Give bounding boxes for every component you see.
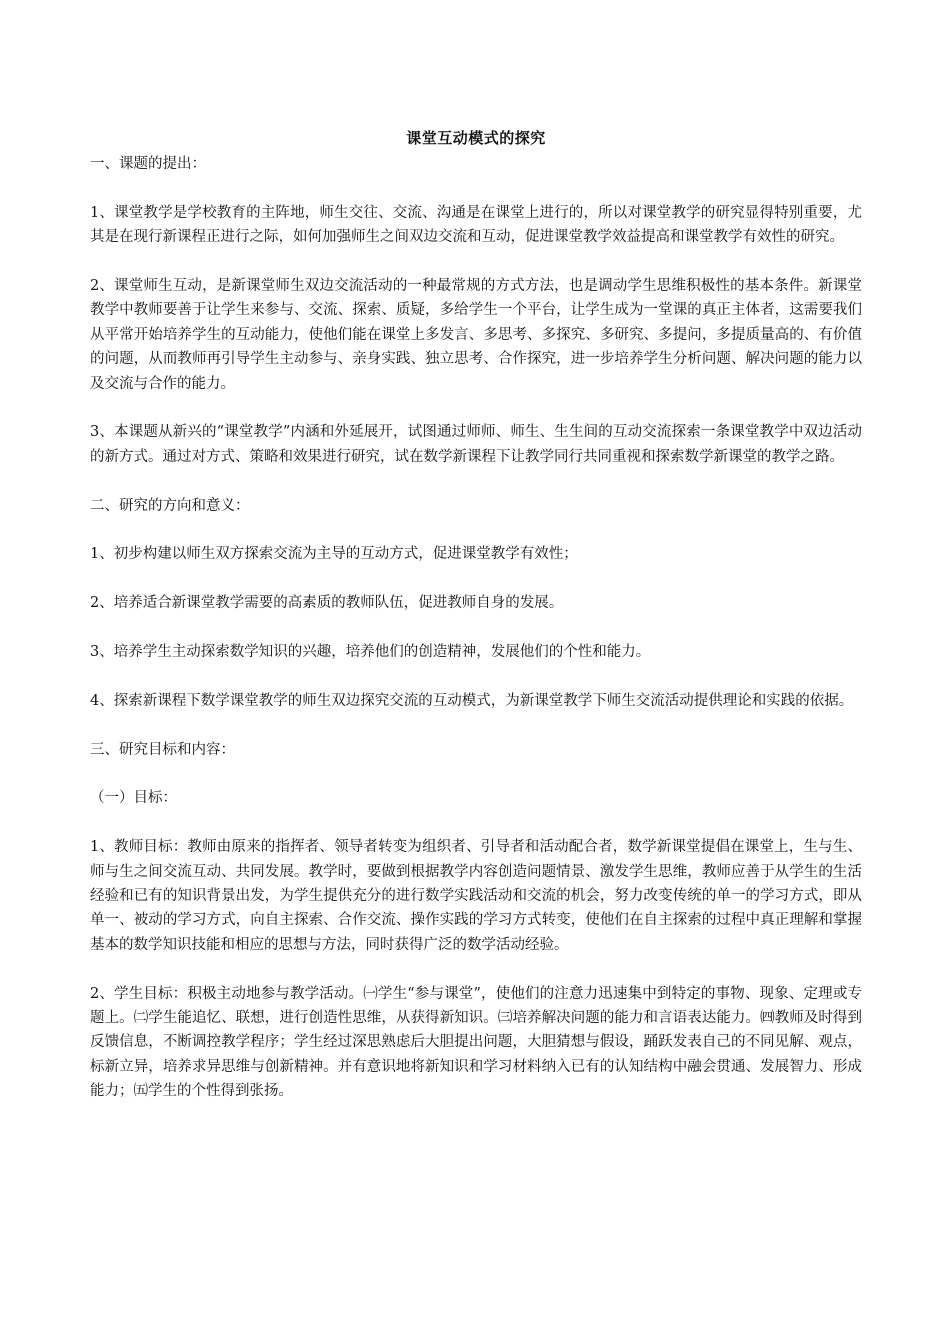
blank-line	[90, 469, 862, 493]
paragraph-3-1: 1、教师目标：教师由原来的指挥者、领导者转变为组织者、引导者和活动配合者，数学新课堂提倡在课堂上，生与生、师与生之间交流互动、共同发展。教学时，要做到根据教学内容创造问题情景、激发学生思维，教师应善于从学生的生活经验和已有的知识背景出发，为学生提供充分的进行数学实践活动和交流的机会，努力改变传统的单一的学习方式，即从单一、被动的学习方式，向自主探索、合作交流、操作实践的学习方式转变，使他们在自主探索的过程中真正理解和掌握基本的数学知识技能和相应的思想与方法，同时获得广泛的数学活动经验。	[90, 839, 862, 953]
paragraph-2-4: 4、探索新课程下数学课堂教学的师生双边探究交流的互动模式，为新课堂教学下师生交流活动提供理论和实践的依据。	[90, 692, 854, 709]
paragraph-2-2: 2、培养适合新课堂教学需要的高素质的教师队伍，促进教师自身的发展。	[90, 595, 564, 612]
paragraph-3-2: 2、学生目标：积极主动地参与教学活动。㈠学生“参与课堂”，使他们的注意力迅速集中到特定的事物、现象、定理或专题上。㈡学生能追忆、联想，进行创造性思维，从获得新知识。㈢培养解决问题的能力和言语表达能力。㈣教师及时得到反馈信息，不断调控教学程序；学生经过深思熟虑后大胆提出问题，大胆猜想与假设，踊跃发表自己的不同见解、观点，标新立异，培养求异思维与创新精神。并有意识地将新知识和学习材料纳入已有的认知结构中融会贯通、发展智力、形成能力；㈤学生的个性得到张扬。	[90, 985, 862, 1100]
blank-line	[90, 567, 862, 591]
heading-section-1: 一、课题的提出：	[90, 156, 206, 172]
blank-line	[90, 396, 862, 420]
paragraph-1-1: 1、课堂教学是学校教育的主阵地，师生交往、交流、沟通是在课堂上进行的，所以对课堂教学的研究显得特别重要，尤其是在现行新课程正进行之际，如何加强师生之间双边交流和互动，促进课堂教学效益提高和课堂教学有效性的研究。	[90, 204, 862, 246]
paragraph-2-3: 3、培养学生主动探索数学知识的兴趣，培养他们的创造精神，发展他们的个性和能力。	[90, 644, 651, 661]
blank-line	[90, 250, 862, 274]
blank-line	[90, 713, 862, 737]
paragraph-1-3: 3、本课题从新兴的“课堂教学”内涵和外延展开，试图通过师师、师生、生生间的互动交流探索一条课堂教学中双边活动的新方式。通过对方式、策略和效果进行研究，试在数学新课程下让教学同行共同重视和探索数学新课堂的教学之路。	[90, 424, 862, 465]
blank-line	[90, 616, 862, 640]
blank-line	[90, 176, 862, 200]
document-title: 课堂互动模式的探究	[406, 129, 546, 147]
blank-line	[90, 664, 862, 688]
heading-subsection-goals: （一）目标：	[90, 790, 177, 807]
blank-line	[90, 518, 862, 542]
blank-line	[90, 957, 862, 981]
document-page	[90, 126, 862, 1104]
heading-section-3: 三、研究目标和内容：	[90, 741, 235, 758]
blank-line	[90, 762, 862, 786]
blank-line	[90, 811, 862, 835]
paragraph-2-1: 1、初步构建以师生双方探索交流为主导的互动方式，促进课堂教学有效性；	[90, 546, 578, 563]
heading-section-2: 二、研究的方向和意义：	[90, 497, 250, 514]
paragraph-1-2: 2、课堂师生互动，是新课堂师生双边交流活动的一种最常规的方式方法，也是调动学生思维积极性的基本条件。新课堂教学中教师要善于让学生来参与、交流、探索、质疑，多给学生一个平台，让学生成为一堂课的真正主体者，这需要我们从平常开始培养学生的互动能力，使他们能在课堂上多发言、多思考、多探究、多研究、多提问，多提质量高的、有价值的问题，从而教师再引导学生主动参与、亲身实践、独立思考、合作探究，进一步培养学生分析问题、解决问题的能力以及交流与合作的能力。	[90, 278, 862, 392]
